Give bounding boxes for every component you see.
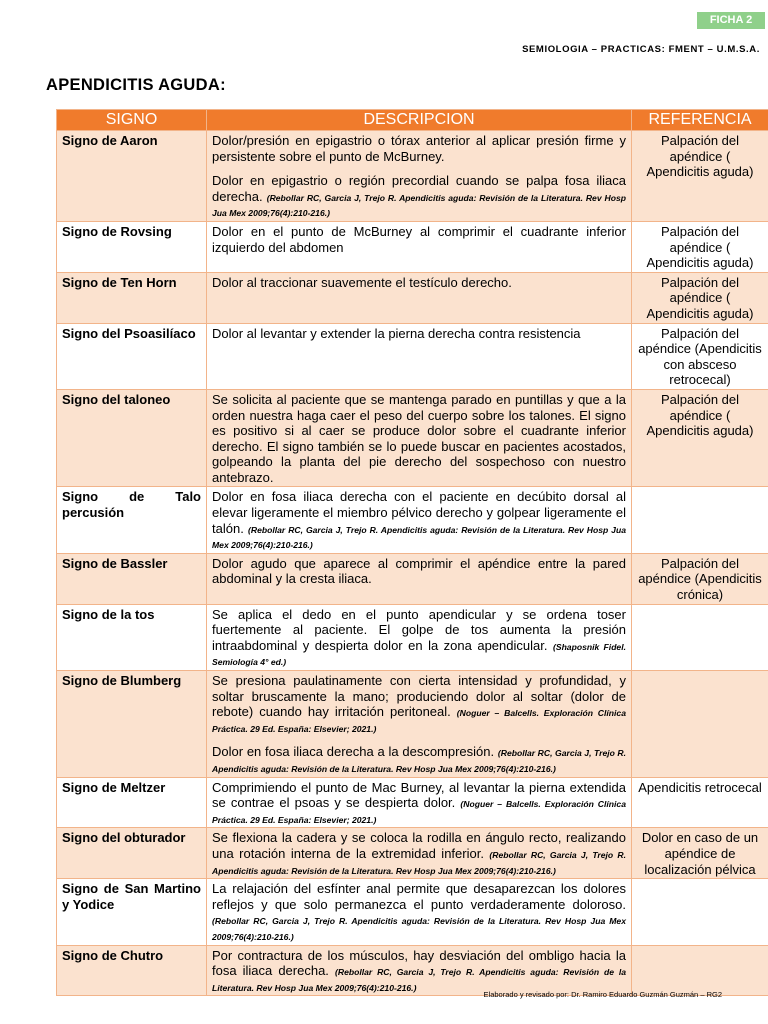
table-row bbox=[57, 671, 768, 778]
sign-description bbox=[207, 221, 632, 272]
sign-name: Signo de Aaron bbox=[57, 131, 207, 222]
description-text: Se flexiona la cadera y se coloca la rodilla en ángulo recto, realizando una rotación interna de la extremidad inferior. bbox=[212, 830, 626, 861]
sign-description bbox=[207, 879, 632, 945]
sign-reference: Apendicitis retrocecal bbox=[632, 777, 768, 828]
table-row bbox=[57, 389, 768, 487]
sign-description bbox=[207, 272, 632, 323]
column-header-referencia: REFERENCIA bbox=[632, 110, 768, 131]
table-row bbox=[57, 828, 768, 879]
sign-name: Signo del obturador bbox=[57, 828, 207, 879]
table-row bbox=[57, 221, 768, 272]
sign-description bbox=[207, 604, 632, 670]
sign-description bbox=[207, 389, 632, 487]
citation: (Rebollar RC, Garcia J, Trejo R. Apendicitis aguda: Revisión de la Literatura. Rev Hosp Jua Mex 2009;76(4):210-216.) bbox=[212, 192, 626, 219]
citation: (Noguer – Balcells. Exploración Clínica Práctica. 29 Ed. España: Elsevier; 2021.) bbox=[212, 799, 626, 825]
table-header-row bbox=[57, 110, 768, 131]
sign-reference: Palpación del apéndice ( Apendicitis aguda) bbox=[632, 131, 768, 222]
description-text: Se aplica el dedo en el punto apendicular y se ordena toser fuertemente al paciente. El golpe de tos aumenta la presión intraabdominal y despierta dolor en la zona apendicular. bbox=[212, 606, 626, 653]
sign-description bbox=[207, 553, 632, 604]
description-text: Dolor en epigastrio o región precordial cuando se palpa fosa iliaca derecha. bbox=[212, 173, 626, 204]
sign-description bbox=[207, 671, 632, 778]
sign-reference bbox=[632, 604, 768, 670]
sign-name: Signo de Talo percusión bbox=[57, 487, 207, 553]
sign-reference: Palpación del apéndice (Apendicitis con absceso retrocecal) bbox=[632, 323, 768, 389]
sign-reference bbox=[632, 487, 768, 553]
citation: (Shaposnik Fidel. Semiología 4° ed.) bbox=[212, 641, 626, 668]
sign-reference: Dolor en caso de un apéndice de localización pélvica bbox=[632, 828, 768, 879]
sign-name: Signo de Meltzer bbox=[57, 777, 207, 828]
sign-reference: Palpación del apéndice ( Apendicitis aguda) bbox=[632, 389, 768, 487]
description-text: Dolor en el punto de McBurney al comprimir el cuadrante inferior izquierdo del abdomen bbox=[212, 223, 626, 255]
course-header: SEMIOLOGIA – PRACTICAS: FMENT – U.M.S.A. bbox=[522, 44, 760, 55]
sign-name: Signo de Rovsing bbox=[57, 221, 207, 272]
sign-name: Signo de Bassler bbox=[57, 553, 207, 604]
description-text: Dolor al levantar y extender la pierna derecha contra resistencia bbox=[212, 325, 581, 341]
sign-description bbox=[207, 323, 632, 389]
sign-description bbox=[207, 487, 632, 553]
description-text: Se presiona paulatinamente con cierta intensidad y profundidad, y soltar bruscamente la mano; produciendo dolor al soltar (dolor de rebote) cuando hay irritación peritoneal. bbox=[212, 673, 626, 720]
page-title: APENDICITIS AGUDA: bbox=[46, 76, 226, 94]
table-row bbox=[57, 553, 768, 604]
citation: (Noguer – Balcells. Exploración Clínica Práctica. 29 Ed. España: Elsevier; 2021.) bbox=[212, 708, 626, 734]
column-header-descripcion: DESCRIPCION bbox=[207, 110, 632, 131]
table-row bbox=[57, 604, 768, 670]
sign-reference: Palpación del apéndice (Apendicitis crónica) bbox=[632, 553, 768, 604]
sign-name: Signo de la tos bbox=[57, 604, 207, 670]
sign-name: Signo de Blumberg bbox=[57, 671, 207, 778]
sign-description bbox=[207, 777, 632, 828]
sign-description bbox=[207, 828, 632, 879]
signs-table bbox=[56, 109, 768, 996]
sign-name: Signo del Psoasilíaco bbox=[57, 323, 207, 389]
description-text: Por contractura de los músculos, hay desviación del ombligo hacia la fosa iliaca derecha. bbox=[212, 947, 626, 979]
sign-name: Signo de Chutro bbox=[57, 945, 207, 996]
description-text: La relajación del esfínter anal permite que desaparezcan los dolores reflejos y que solo permanezca el punto verdaderamente doloroso. bbox=[212, 881, 626, 912]
sign-reference bbox=[632, 945, 768, 996]
sign-reference: Palpación del apéndice ( Apendicitis aguda) bbox=[632, 272, 768, 323]
description-text: Dolor al traccionar suavemente el testículo derecho. bbox=[212, 274, 512, 290]
sign-name: Signo de Ten Horn bbox=[57, 272, 207, 323]
sign-description bbox=[207, 131, 632, 222]
description-text: Dolor en fosa iliaca derecha a la descompresión. bbox=[212, 744, 495, 760]
footer-author: Elaborado y revisado por: Dr. Ramiro Eduardo Guzmán Guzmán – RG2 bbox=[483, 990, 722, 999]
sign-reference: Palpación del apéndice ( Apendicitis aguda) bbox=[632, 221, 768, 272]
sign-reference bbox=[632, 879, 768, 945]
description-text: Comprimiendo el punto de Mac Burney, al levantar la pierna extendida se contrae el psoas y se despierta dolor. bbox=[212, 779, 626, 811]
table-row bbox=[57, 272, 768, 323]
citation: (Rebollar RC, Garcia J, Trejo R. Apendicitis aguda: Revisión de la Literatura. Rev Hosp Jua Mex 2009;76(4):210-216.) bbox=[212, 967, 626, 993]
citation: (Rebollar RC, Garcia J, Trejo R. Apendicitis aguda: Revisión de la Literatura. Rev Hosp Jua Mex 2009;76(4):210-216.) bbox=[212, 748, 626, 774]
sign-name: Signo del taloneo bbox=[57, 389, 207, 487]
description-text: Se solicita al paciente que se mantenga parado en puntillas y que a la orden nuestra haga caer el peso del cuerpo sobre los talones. El signo es positivo si al caer se produce dolor sobre el cuadrante inferior derecho. El signo también se lo puede buscar en pacientes acostados, golpeando la planta del pie derecho del sospechoso con nuestro antebrazo. bbox=[212, 391, 626, 485]
sign-description bbox=[207, 945, 632, 996]
table-row bbox=[57, 131, 768, 222]
column-header-signo: SIGNO bbox=[57, 110, 207, 131]
description-text: Dolor agudo que aparece al comprimir el apéndice entre la pared abdominal y la cresta iliaca. bbox=[212, 555, 626, 587]
description-text: Dolor en fosa iliaca derecha con el paciente en decúbito dorsal al elevar ligeramente el miembro pélvico derecho y golpear ligeramente el talón. bbox=[212, 489, 626, 536]
table-row bbox=[57, 323, 768, 389]
citation: (Rebollar RC, Garcia J, Trejo R. Apendicitis aguda: Revisión de la Literatura. Rev Hosp Jua Mex 2009;76(4):210-216.) bbox=[212, 849, 626, 876]
table-row bbox=[57, 945, 768, 996]
description-text: Dolor/presión en epigastrio o tórax anterior al aplicar presión firme y persistente sobre el punto de McBurney. bbox=[212, 133, 626, 164]
citation: (Rebollar RC, Garcia J, Trejo R. Apendicitis aguda: Revisión de la Literatura. Rev Hosp Jua Mex 2009;76(4):210-216.) bbox=[212, 524, 626, 551]
table-row bbox=[57, 487, 768, 553]
ficha-badge: FICHA 2 bbox=[697, 12, 765, 29]
sign-name: Signo de San Martino y Yodice bbox=[57, 879, 207, 945]
table-row bbox=[57, 879, 768, 945]
citation: (Rebollar RC, Garcia J, Trejo R. Apendicitis aguda: Revisión de la Literatura. Rev Hosp Jua Mex 2009;76(4):210-216.) bbox=[212, 916, 626, 942]
sign-reference bbox=[632, 671, 768, 778]
table-row bbox=[57, 777, 768, 828]
